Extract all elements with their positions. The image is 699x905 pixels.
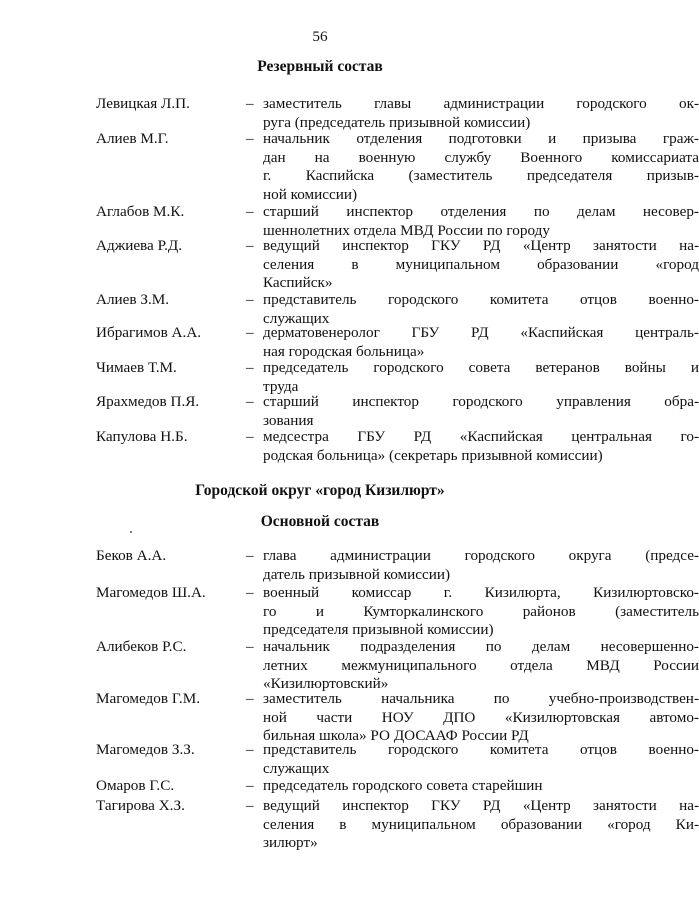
- role-line: заместитель главы администрации городского ок-: [263, 95, 699, 112]
- role-line: селения в муниципальном образовании «город: [263, 255, 699, 273]
- member-name: Алиев З.М.: [96, 291, 170, 308]
- member-name: Ибрагимов А.А.: [96, 324, 202, 341]
- member-name: Алиев М.Г.: [96, 130, 169, 147]
- member-role: [263, 130, 699, 204]
- member-name: Капулова Н.Б.: [96, 428, 188, 445]
- member-role: [263, 393, 699, 430]
- role-line: старший инспектор городского управления обра-: [263, 393, 699, 410]
- role-line: ная городская больница»: [263, 342, 425, 360]
- role-line: Каспийск»: [263, 274, 333, 292]
- member-name: Левицкая Л.П.: [96, 95, 190, 112]
- role-line: медсестра ГБУ РД «Каспийская центральная го-: [263, 428, 699, 445]
- role-line: служащих: [263, 759, 330, 777]
- role-line: председателя призывной комиссии): [263, 621, 494, 639]
- role-line: труда: [263, 377, 299, 395]
- dash-separator: –: [246, 291, 254, 308]
- dash-separator: –: [246, 777, 254, 794]
- role-line: дерматовенеролог ГБУ РД «Каспийская централь-: [263, 324, 699, 341]
- dash-separator: –: [246, 324, 254, 341]
- role-line: представитель городского комитета отцов военно-: [263, 291, 699, 308]
- member-role: [263, 797, 699, 853]
- role-line: ной части НОУ ДПО «Кизилюртовская автомо-: [263, 708, 699, 726]
- role-line: заместитель начальника по учебно-производствен-: [263, 690, 699, 707]
- role-line: представитель городского комитета отцов военно-: [263, 741, 699, 758]
- dash-separator: –: [246, 130, 254, 147]
- member-role: [263, 324, 699, 361]
- role-line: ведущий инспектор ГКУ РД «Центр занятости на-: [263, 237, 699, 254]
- dash-separator: –: [246, 584, 254, 601]
- member-name: Беков А.А.: [96, 547, 167, 564]
- role-line: дан на военную службу Военного комиссариата: [263, 148, 699, 166]
- role-line: зования: [263, 411, 314, 429]
- role-line: датель призывной комиссии): [263, 565, 451, 583]
- role-line: шеннолетних отдела МВД России по городу: [263, 221, 550, 239]
- dash-separator: –: [246, 547, 254, 564]
- role-line: служащих: [263, 309, 330, 327]
- dash-separator: –: [246, 638, 254, 655]
- role-line: руга (председатель призывной комиссии): [263, 113, 531, 131]
- member-role: [263, 741, 699, 778]
- role-line: глава администрации городского округа (предсе-: [263, 547, 699, 564]
- role-line: летних межмуниципального отдела МВД России: [263, 656, 699, 674]
- member-name: Магомедов Ш.А.: [96, 584, 206, 601]
- member-role: [263, 359, 699, 396]
- section-heading: Резервный состав: [257, 58, 383, 75]
- member-role: [263, 428, 699, 465]
- role-line: г. Каспийска (заместитель председателя призыв-: [263, 167, 699, 185]
- member-name: Тагирова Х.З.: [96, 797, 185, 814]
- role-line: старший инспектор отделения по делам несовер-: [263, 203, 699, 220]
- member-name: Магомедов З.З.: [96, 741, 195, 758]
- member-name: Магомедов Г.М.: [96, 690, 201, 707]
- member-role: [263, 95, 699, 132]
- member-role: [263, 237, 699, 293]
- stray-mark: [130, 531, 132, 533]
- dash-separator: –: [246, 393, 254, 410]
- member-role: [263, 638, 699, 694]
- page-number: 56: [312, 28, 328, 45]
- member-role: [263, 291, 699, 328]
- role-line: го и Кумторкалинского районов (заместитель: [263, 602, 699, 620]
- role-line: ведущий инспектор ГКУ РД «Центр занятости на-: [263, 797, 699, 814]
- section-heading: Основной состав: [260, 513, 380, 530]
- role-line: председатель городского совета ветеранов войны и: [263, 359, 699, 376]
- dash-separator: –: [246, 690, 254, 707]
- role-line: зилюрт»: [263, 834, 318, 852]
- dash-separator: –: [246, 203, 254, 220]
- role-line: родская больница» (секретарь призывной комиссии): [263, 446, 603, 464]
- member-role: [263, 203, 699, 240]
- role-line: начальник подразделения по делам несовершенно-: [263, 638, 699, 655]
- dash-separator: –: [246, 741, 254, 758]
- member-name: Омаров Г.С.: [96, 777, 175, 794]
- dash-separator: –: [246, 359, 254, 376]
- role-line: председатель городского совета старейшин: [263, 777, 543, 794]
- role-line: военный комиссар г. Кизилюрта, Кизилюртовско-: [263, 584, 699, 601]
- member-name: Чимаев Т.М.: [96, 359, 177, 376]
- member-role: [263, 777, 699, 796]
- dash-separator: –: [246, 237, 254, 254]
- member-name: Аглабов М.К.: [96, 203, 185, 220]
- dash-separator: –: [246, 428, 254, 445]
- member-name: Алибеков Р.С.: [96, 638, 187, 655]
- role-line: ной комиссии): [263, 185, 358, 203]
- member-role: [263, 690, 699, 746]
- member-name: Ярахмедов П.Я.: [96, 393, 200, 410]
- dash-separator: –: [246, 797, 254, 814]
- role-line: бильная школа» РО ДОСААФ России РД: [263, 727, 529, 745]
- role-line: «Кизилюртовский»: [263, 675, 389, 693]
- member-name: Аджиева Р.Д.: [96, 237, 183, 254]
- role-line: селения в муниципальном образовании «город Ки-: [263, 815, 699, 833]
- role-line: начальник отделения подготовки и призыва граж-: [263, 130, 699, 147]
- dash-separator: –: [246, 95, 254, 112]
- section-heading: Городской округ «город Кизилюрт»: [195, 482, 445, 499]
- member-role: [263, 584, 699, 640]
- member-role: [263, 547, 699, 584]
